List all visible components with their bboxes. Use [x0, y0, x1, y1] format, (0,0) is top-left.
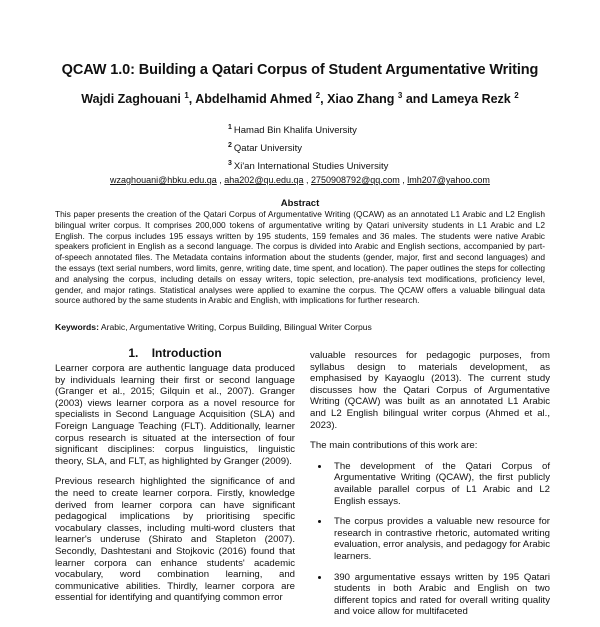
author-separator: ,	[188, 92, 196, 107]
author-name: Xiao Zhang	[327, 92, 395, 107]
author-name: Lameya Rezk	[431, 92, 511, 107]
keywords-text: Arabic, Argumentative Writing, Corpus Building, Bilingual Writer Corpus	[100, 322, 372, 332]
author-list	[0, 91, 600, 106]
affil-text: Xi'an International Studies University	[233, 161, 389, 173]
list-item: • The development of the Qatari Corpus of Argumentative Writing (QCAW), the first publicly available parallel corpus of L1 Arabic and L2 English essays.	[330, 461, 550, 507]
list-item: • The corpus provides a valuable new resource for research in contrastive rhetoric, automated writing evaluation, error analysis, and pedagogy for Arabic learners.	[330, 516, 550, 562]
affil-text: Qatar University	[233, 143, 303, 155]
email-link[interactable]: aha202@qu.edu.qa	[224, 175, 304, 185]
abstract-text: This paper presents the creation of the Qatari Corpus of Argumentative Writing (QCAW) as an annotated L1 Arabic and L2 English bilingual writer corpus. It comprises 200,000 tokens of argumentative writing by Qatari university students in L1 Arabic and L2 English. The corpus includes 195 essays written by 195 students, 159 females and 36 males. The students were native Arabic speakers proficient in English as a second language. The corpus is divided into Arabic and English sections, accompanied by part-of-speech annotated files. The Metadata contains information about the students (gender, major, first and second languages) and the essays (text serial numbers, word limits, genre, writing date, time spent, and location). The paper outlines the steps for collecting and analysing the corpus, including details on essay writers, topic selection, pre-analysis text modifications, proficiency level, gender, and major ratings. Statistical analyses were applied to examine the corpus. The QCAW offers a valuable bilingual data source authored by the same students in Arabic and English, with implications for further research.	[55, 209, 545, 306]
author-name: Wajdi Zaghouani	[81, 92, 181, 107]
body-paragraph: valuable resources for pedagogic purposes, from syllabus design to materials development, as emphasised by Kayaoglu (2013). The current study discusses how the Qatari Corpus of Argumentative Writing (QCAW) was built as an annotated L1 Arabic and L2 English bilingual writer corpus (Ahmed et al., 2023).	[310, 350, 550, 431]
author-separator: ,	[320, 92, 328, 107]
body-paragraph: Learner corpora are authentic language data produced by individuals learning their first or second language (Granger et al., 2015; Gilquin et al., 2007). Granger (2003) views learner corpora as a novel resource for specialists in Second Language Acquisition (SLA) and Foreign Language Teaching (FLT). Additionally, learner corpus research is situated at the intersection of four significant disciplines: corpus linguistics, linguistic theory, SLA, and FLT, as highlighted by Granger (2009).	[55, 363, 295, 467]
contribution-list	[310, 461, 550, 618]
list-item: • 390 argumentative essays written by 195 Qatari students in both Arabic and English on two different topics and rated for overall writing quality and voice allow for multifaceted	[330, 572, 550, 618]
email-list: wzaghouani@hbku.edu.qa , aha202@qu.edu.qa , 2750908792@qq.com , lmh207@yahoo.com	[110, 175, 490, 185]
author-affil-marker: 1	[184, 91, 189, 100]
abstract-heading: Abstract	[280, 198, 320, 209]
affiliation-item	[228, 156, 388, 174]
body-paragraph: Previous research highlighted the significance of and the need to create learner corpora. Firstly, knowledge derived from learner corpora can have significant pedagogical implications by prioritising specific vocabulary classes, including multi-word clusters that learner's underuse (Shirato and Stapleton (2007). Secondly, Dashtestani and Stojkovic (2016) found that learner corpora can enhance students' academic vocabulary, word combination learning, and communicative abilities. Thirdly, learner corpora are essential for identifying and quantifying common error	[55, 476, 295, 604]
affil-marker: 1	[228, 124, 232, 131]
author-separator: and	[402, 92, 432, 107]
affiliation-item	[228, 120, 388, 138]
keywords-label: Keywords:	[55, 322, 99, 332]
paper-title: QCAW 1.0: Building a Qatari Corpus of Student Argumentative Writing	[61, 62, 539, 78]
affil-marker: 2	[228, 142, 232, 150]
right-column	[310, 350, 550, 627]
author-affil-marker: 3	[397, 91, 403, 100]
author-name: Abdelhamid Ahmed	[195, 92, 313, 107]
section-title-text: Introduction	[151, 346, 222, 360]
email-link[interactable]: 2750908792@qq.com	[311, 175, 400, 185]
section-heading	[55, 346, 295, 360]
section-number: 1.	[128, 346, 139, 360]
left-column	[55, 363, 295, 613]
email-link[interactable]: lmh207@yahoo.com	[407, 175, 490, 185]
author-affil-marker: 2	[315, 91, 321, 100]
author-affil-marker: 2	[514, 91, 519, 100]
affiliation-list	[228, 120, 388, 174]
email-link[interactable]: wzaghouani@hbku.edu.qa	[110, 175, 217, 185]
affil-marker: 3	[228, 160, 232, 168]
body-paragraph: The main contributions of this work are:	[310, 440, 478, 452]
keywords-line	[55, 322, 545, 332]
affil-text: Hamad Bin Khalifa University	[233, 125, 357, 137]
affiliation-item	[228, 138, 388, 156]
